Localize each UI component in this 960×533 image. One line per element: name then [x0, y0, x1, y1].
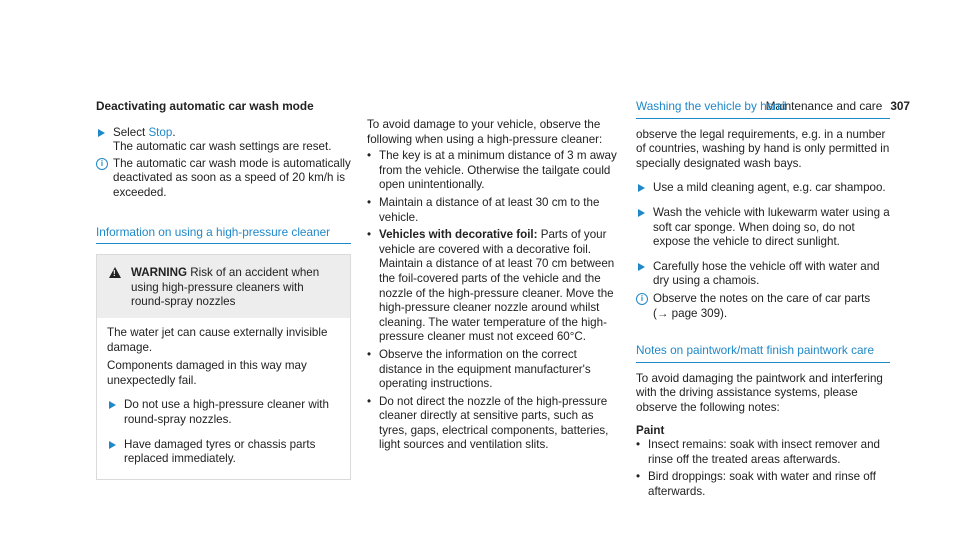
warning-para-2: Components damaged in this way may unexpectedly fail. [107, 359, 307, 387]
hp-cleaner-title: Information on using a high-pressure cleaner [96, 225, 351, 245]
bullet-text: Insect remains: soak with insect remover and rinse off the treated areas afterwards. [648, 438, 880, 466]
warning-step-1 [107, 398, 340, 427]
page-ref-link[interactable]: (→ page 309). [653, 306, 728, 320]
bullet-text: The key is at a minimum distance of 3 m away from the vehicle. Otherwise the tailgate could open unintentionally. [379, 149, 617, 192]
column-left [96, 99, 351, 480]
wash-step-3-text: Carefully hose the vehicle off with water and dry using a chamois. [653, 259, 880, 288]
info-note [96, 157, 351, 201]
bullet-text: Do not direct the nozzle of the high-pressure cleaner directly at sensitive parts, such as tyres, gaps, electrical components, batteries, light sources and ventilation slits. [379, 394, 609, 452]
arrow-icon [638, 209, 645, 217]
warning-step-1-text: Do not use a high-pressure cleaner with round-spray nozzles. [124, 398, 329, 426]
arrow-icon [109, 441, 116, 449]
list-item [367, 149, 621, 193]
step-select-stop [96, 126, 351, 155]
warning-text: Risk of an accident when using high-pressure cleaners with round-spray nozzles [131, 266, 320, 309]
list-item [636, 470, 890, 499]
list-item [367, 228, 621, 345]
column-right [636, 99, 890, 499]
warning-step-2-text: Have damaged tyres or chassis parts replaced immediately. [124, 437, 316, 466]
step-text: Select [113, 125, 149, 139]
warning-icon: ! [109, 267, 121, 278]
list-item [367, 196, 621, 225]
info-text: The automatic car wash mode is automatically deactivated as soon as a speed of 20 km/h is exceeded. [113, 156, 351, 199]
wash-step-1 [636, 181, 890, 196]
header-section: Maintenance and care [765, 99, 883, 113]
wash-by-hand-title: Washing the vehicle by hand [636, 99, 890, 119]
arrow-icon [109, 401, 116, 409]
warning-label: WARNING [131, 266, 188, 280]
wash-intro: observe the legal requirements, e.g. in a number of countries, washing by hand is only permitted in specially designated wash bays. [636, 127, 890, 170]
list-item [367, 348, 621, 392]
warning-header [97, 255, 350, 318]
warning-body [97, 318, 350, 479]
step-result: The automatic car wash settings are reset. [113, 140, 332, 154]
page-number: 307 [890, 99, 910, 113]
column-middle [367, 118, 621, 453]
info-icon: i [96, 158, 108, 170]
paint-subheading: Paint [636, 423, 665, 437]
stop-link[interactable]: Stop [148, 125, 173, 139]
care-info-note [636, 292, 890, 321]
arrow-icon [638, 184, 645, 192]
deactivate-title: Deactivating automatic car wash mode [96, 99, 314, 113]
bullet-text: Observe the information on the correct distance in the equipment manufacturer's operating instructions. [379, 347, 591, 391]
arrow-icon [98, 129, 105, 137]
list-item [636, 438, 890, 467]
care-info-text: Observe the notes on the care of car parts [653, 291, 871, 305]
hp-intro: To avoid damage to your vehicle, observe the following when using a high-pressure cleaner: [367, 118, 603, 146]
paintwork-intro: To avoid damaging the paintwork and interfering with the driving assistance systems, please observe the following notes: [636, 371, 883, 414]
arrow-icon [638, 263, 645, 271]
list-item [367, 395, 621, 453]
wash-step-1-text: Use a mild cleaning agent, e.g. car shampoo. [653, 181, 886, 195]
paint-bullet-list [636, 438, 890, 499]
bullet-bold: Vehicles with decorative foil: [379, 228, 538, 242]
bullet-text: Maintain a distance of at least 30 cm to the vehicle. [379, 195, 600, 224]
info-icon: i [636, 293, 648, 305]
warning-para-1: The water jet can cause externally invisible damage. [107, 325, 328, 354]
wash-step-2 [636, 206, 890, 250]
warning-step-2 [107, 438, 340, 467]
hp-bullet-list [367, 149, 621, 453]
bullet-text: Bird droppings: soak with water and rinse off afterwards. [648, 470, 876, 498]
wash-step-2-text: Wash the vehicle with lukewarm water using a soft car sponge. When doing so, do not expose the vehicle to direct sunlight. [653, 205, 890, 249]
paintwork-title: Notes on paintwork/matt finish paintwork care [636, 343, 890, 363]
bullet-text: Parts of your vehicle are covered with a decorative foil. Maintain a distance of at least 70 cm between the foil-covered parts of the vehicle and the nozzle of the high-pressure cleaner. Move the high-pressure cleaner nozzle around whilst cleaning. The water temperature of the high-pressure cleaner must not exceed 60°C. [379, 228, 615, 344]
step-suffix: . [172, 125, 176, 139]
warning-box [96, 254, 351, 480]
wash-step-3 [636, 260, 890, 289]
